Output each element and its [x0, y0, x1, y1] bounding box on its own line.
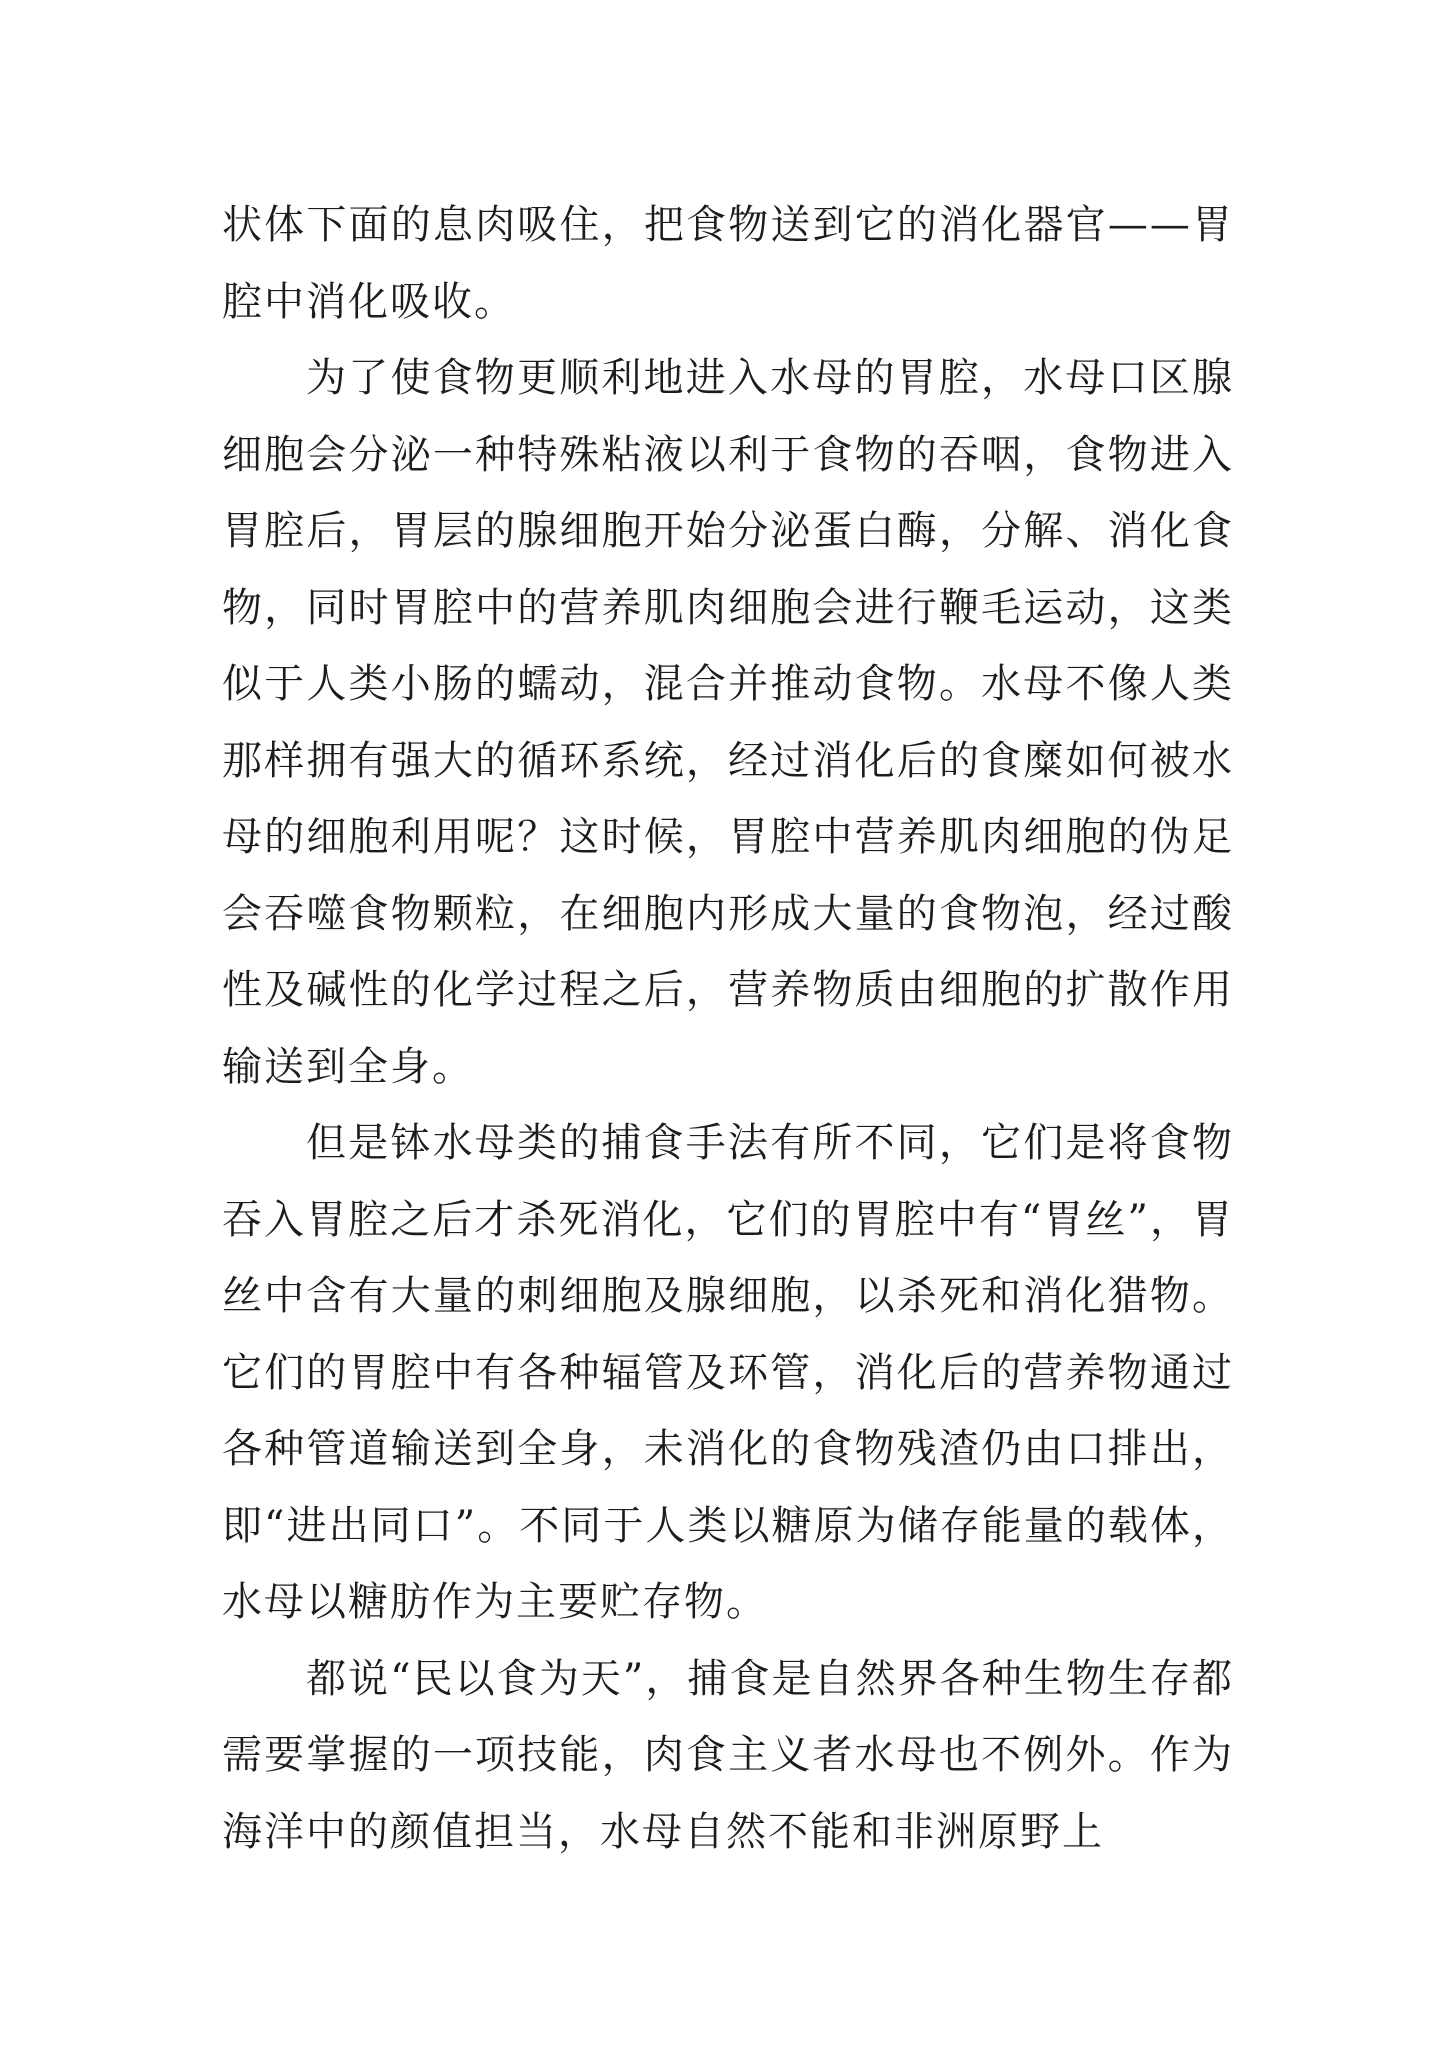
paragraph-digestion: 为了使食物更顺利地进入水母的胃腔，水母口区腺细胞会分泌一种特殊粘液以利于食物的吞咽，食物进入胃腔后，胃层的腺细胞开始分泌蛋白酶，分解、消化食物，同时胃腔中的营养肌肉细胞会进行鞭毛运动，这类似于人类小肠的蠕动，混合并推动食物。水母不像人类那样拥有强大的循环系统，经过消化后的食糜如何被水母的细胞利用呢？这时候，胃腔中营养肌肉细胞的伪足会吞噬食物颗粒，在细胞内形成大量的食物泡，经过酸性及碱性的化学过程之后，营养物质由细胞的扩散作用输送到全身。: [222, 355, 1234, 1090]
paragraph-predation: 都说“民以食为天”，捕食是自然界各种生物生存都需要掌握的一项技能，肉食主义者水母也不例外。作为海洋中的颜值担当，水母自然不能和非洲原野上: [222, 1655, 1234, 1855]
paragraph-scyphozoa: 但是钵水母类的捕食手法有所不同，它们是将食物吞入胃腔之后才杀死消化，它们的胃腔中有“胃丝”，胃丝中含有大量的刺细胞及腺细胞，以杀死和消化猎物。它们的胃腔中有各种辐管及环管，消化后的营养物通过各种管道输送到全身，未消化的食物残渣仍由口排出，即“进出同口”。不同于人类以糖原为储存能量的载体，水母以糖肪作为主要贮存物。: [222, 1120, 1234, 1625]
body-text: [222, 187, 1234, 1870]
paragraph-continuation: 状体下面的息肉吸住，把食物送到它的消化器官——胃腔中消化吸收。: [222, 202, 1234, 325]
